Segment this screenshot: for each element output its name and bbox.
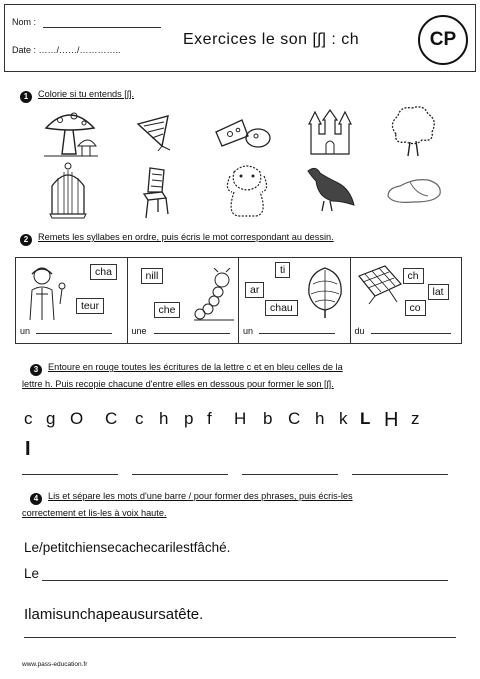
- copy-line[interactable]: [242, 474, 338, 475]
- dog-icon[interactable]: [220, 162, 274, 220]
- party-hat-icon[interactable]: [134, 112, 174, 152]
- letter[interactable]: L: [360, 409, 371, 428]
- chocolate-bar-icon: [355, 262, 405, 306]
- cheese-icon[interactable]: [212, 114, 272, 154]
- answer-line[interactable]: [154, 333, 230, 334]
- slipper-icon[interactable]: [384, 172, 444, 208]
- footer-url: www.pass-education.fr: [22, 661, 88, 668]
- letter-row: [24, 409, 464, 432]
- page-title: Exercices le son [ʃ] : ch: [183, 31, 360, 48]
- letter[interactable]: h: [159, 409, 169, 428]
- syllable-box: cha: [90, 264, 117, 280]
- letter[interactable]: h: [315, 409, 325, 428]
- answer-start: Le: [24, 566, 40, 581]
- question-2-instruction: Remets les syllabes en ordre, puis écris le mot correspondant au dessin.: [38, 232, 334, 242]
- syllable-cell-1: [16, 258, 128, 343]
- answer-line[interactable]: [36, 333, 112, 334]
- letter[interactable]: f: [207, 409, 212, 428]
- article-label: une: [131, 326, 147, 336]
- question-2: [20, 229, 334, 246]
- syllable-box: chau: [265, 300, 298, 316]
- article-label: un: [20, 326, 31, 336]
- syllable-cell-4: [351, 258, 462, 343]
- question-1-instruction: Colorie si tu entends [ʃ].: [38, 89, 135, 99]
- question-4-instruction-line-1: Lis et sépare les mots d'une barre / pour former des phrases, puis écris-les: [48, 491, 353, 501]
- letter[interactable]: C: [105, 409, 118, 428]
- letter[interactable]: C: [288, 409, 301, 428]
- syllable-box: co: [405, 300, 426, 316]
- question-3: [22, 359, 470, 392]
- syllable-box: ch: [403, 268, 424, 284]
- oak-tree-icon[interactable]: [386, 104, 438, 158]
- question-number-1: 1: [20, 91, 32, 103]
- answer-line-1[interactable]: [42, 580, 448, 581]
- castle-icon[interactable]: [305, 108, 355, 156]
- syllable-box: che: [154, 302, 181, 318]
- letter[interactable]: c: [135, 409, 144, 428]
- syllable-box: ti: [275, 262, 290, 278]
- letter[interactable]: c: [24, 409, 33, 428]
- singer-icon: [22, 264, 72, 320]
- letter[interactable]: H: [384, 409, 399, 431]
- letter[interactable]: p: [184, 409, 194, 428]
- date-label: Date : ……/……/…………..: [12, 45, 121, 55]
- question-4: [22, 488, 470, 521]
- copy-line[interactable]: [352, 474, 448, 475]
- level-badge: CP: [418, 15, 468, 65]
- article-label: un: [243, 326, 254, 336]
- answer-line[interactable]: [371, 333, 451, 334]
- question-3-instruction-line-1: Entoure en rouge toutes les écritures de la lettre c et en bleu celles de la: [48, 362, 343, 372]
- article-label: du: [354, 326, 365, 336]
- header-box: [4, 4, 476, 72]
- sentence-2: Ilamisunchapeausursatête.: [24, 606, 204, 623]
- syllable-box: nill: [141, 268, 164, 284]
- syllable-cell-2: [128, 258, 240, 343]
- answer-line[interactable]: [259, 333, 335, 334]
- letter[interactable]: H: [234, 409, 247, 428]
- nom-line[interactable]: [43, 27, 161, 28]
- pigeon-icon[interactable]: [302, 163, 356, 215]
- question-1: [20, 86, 134, 103]
- mushroom-icon[interactable]: [40, 106, 100, 160]
- question-4-instruction-line-2: correctement et lis-les à voix haute.: [22, 508, 167, 518]
- question-number-4: 4: [30, 493, 42, 505]
- letter[interactable]: b: [263, 409, 273, 428]
- letter[interactable]: I: [25, 438, 31, 460]
- artichoke-icon: [303, 264, 347, 318]
- syllable-box: lat: [428, 284, 449, 300]
- sentence-1: Le/petitchiensecachecarilestfâché.: [24, 540, 231, 555]
- letter[interactable]: O: [70, 409, 84, 428]
- question-number-3: 3: [30, 364, 42, 376]
- copy-line[interactable]: [132, 474, 228, 475]
- letter[interactable]: g: [46, 409, 56, 428]
- letter[interactable]: k: [339, 409, 348, 428]
- question-number-2: 2: [20, 234, 32, 246]
- syllable-cell-3: [239, 258, 351, 343]
- syllable-box: ar: [245, 282, 264, 298]
- caterpillar-icon: [190, 268, 236, 322]
- syllable-box: teur: [76, 298, 104, 314]
- birdcage-icon[interactable]: [48, 162, 88, 220]
- question-3-instruction-line-2: lettre h. Puis recopie chacune d'entre elles en dessous pour former le son [ʃ].: [22, 379, 334, 389]
- nom-label: Nom :: [12, 17, 37, 27]
- chair-icon[interactable]: [138, 164, 172, 220]
- answer-line-2[interactable]: [24, 637, 456, 638]
- copy-line[interactable]: [22, 474, 118, 475]
- syllable-exercise-table: [15, 257, 462, 344]
- letter[interactable]: z: [411, 409, 420, 428]
